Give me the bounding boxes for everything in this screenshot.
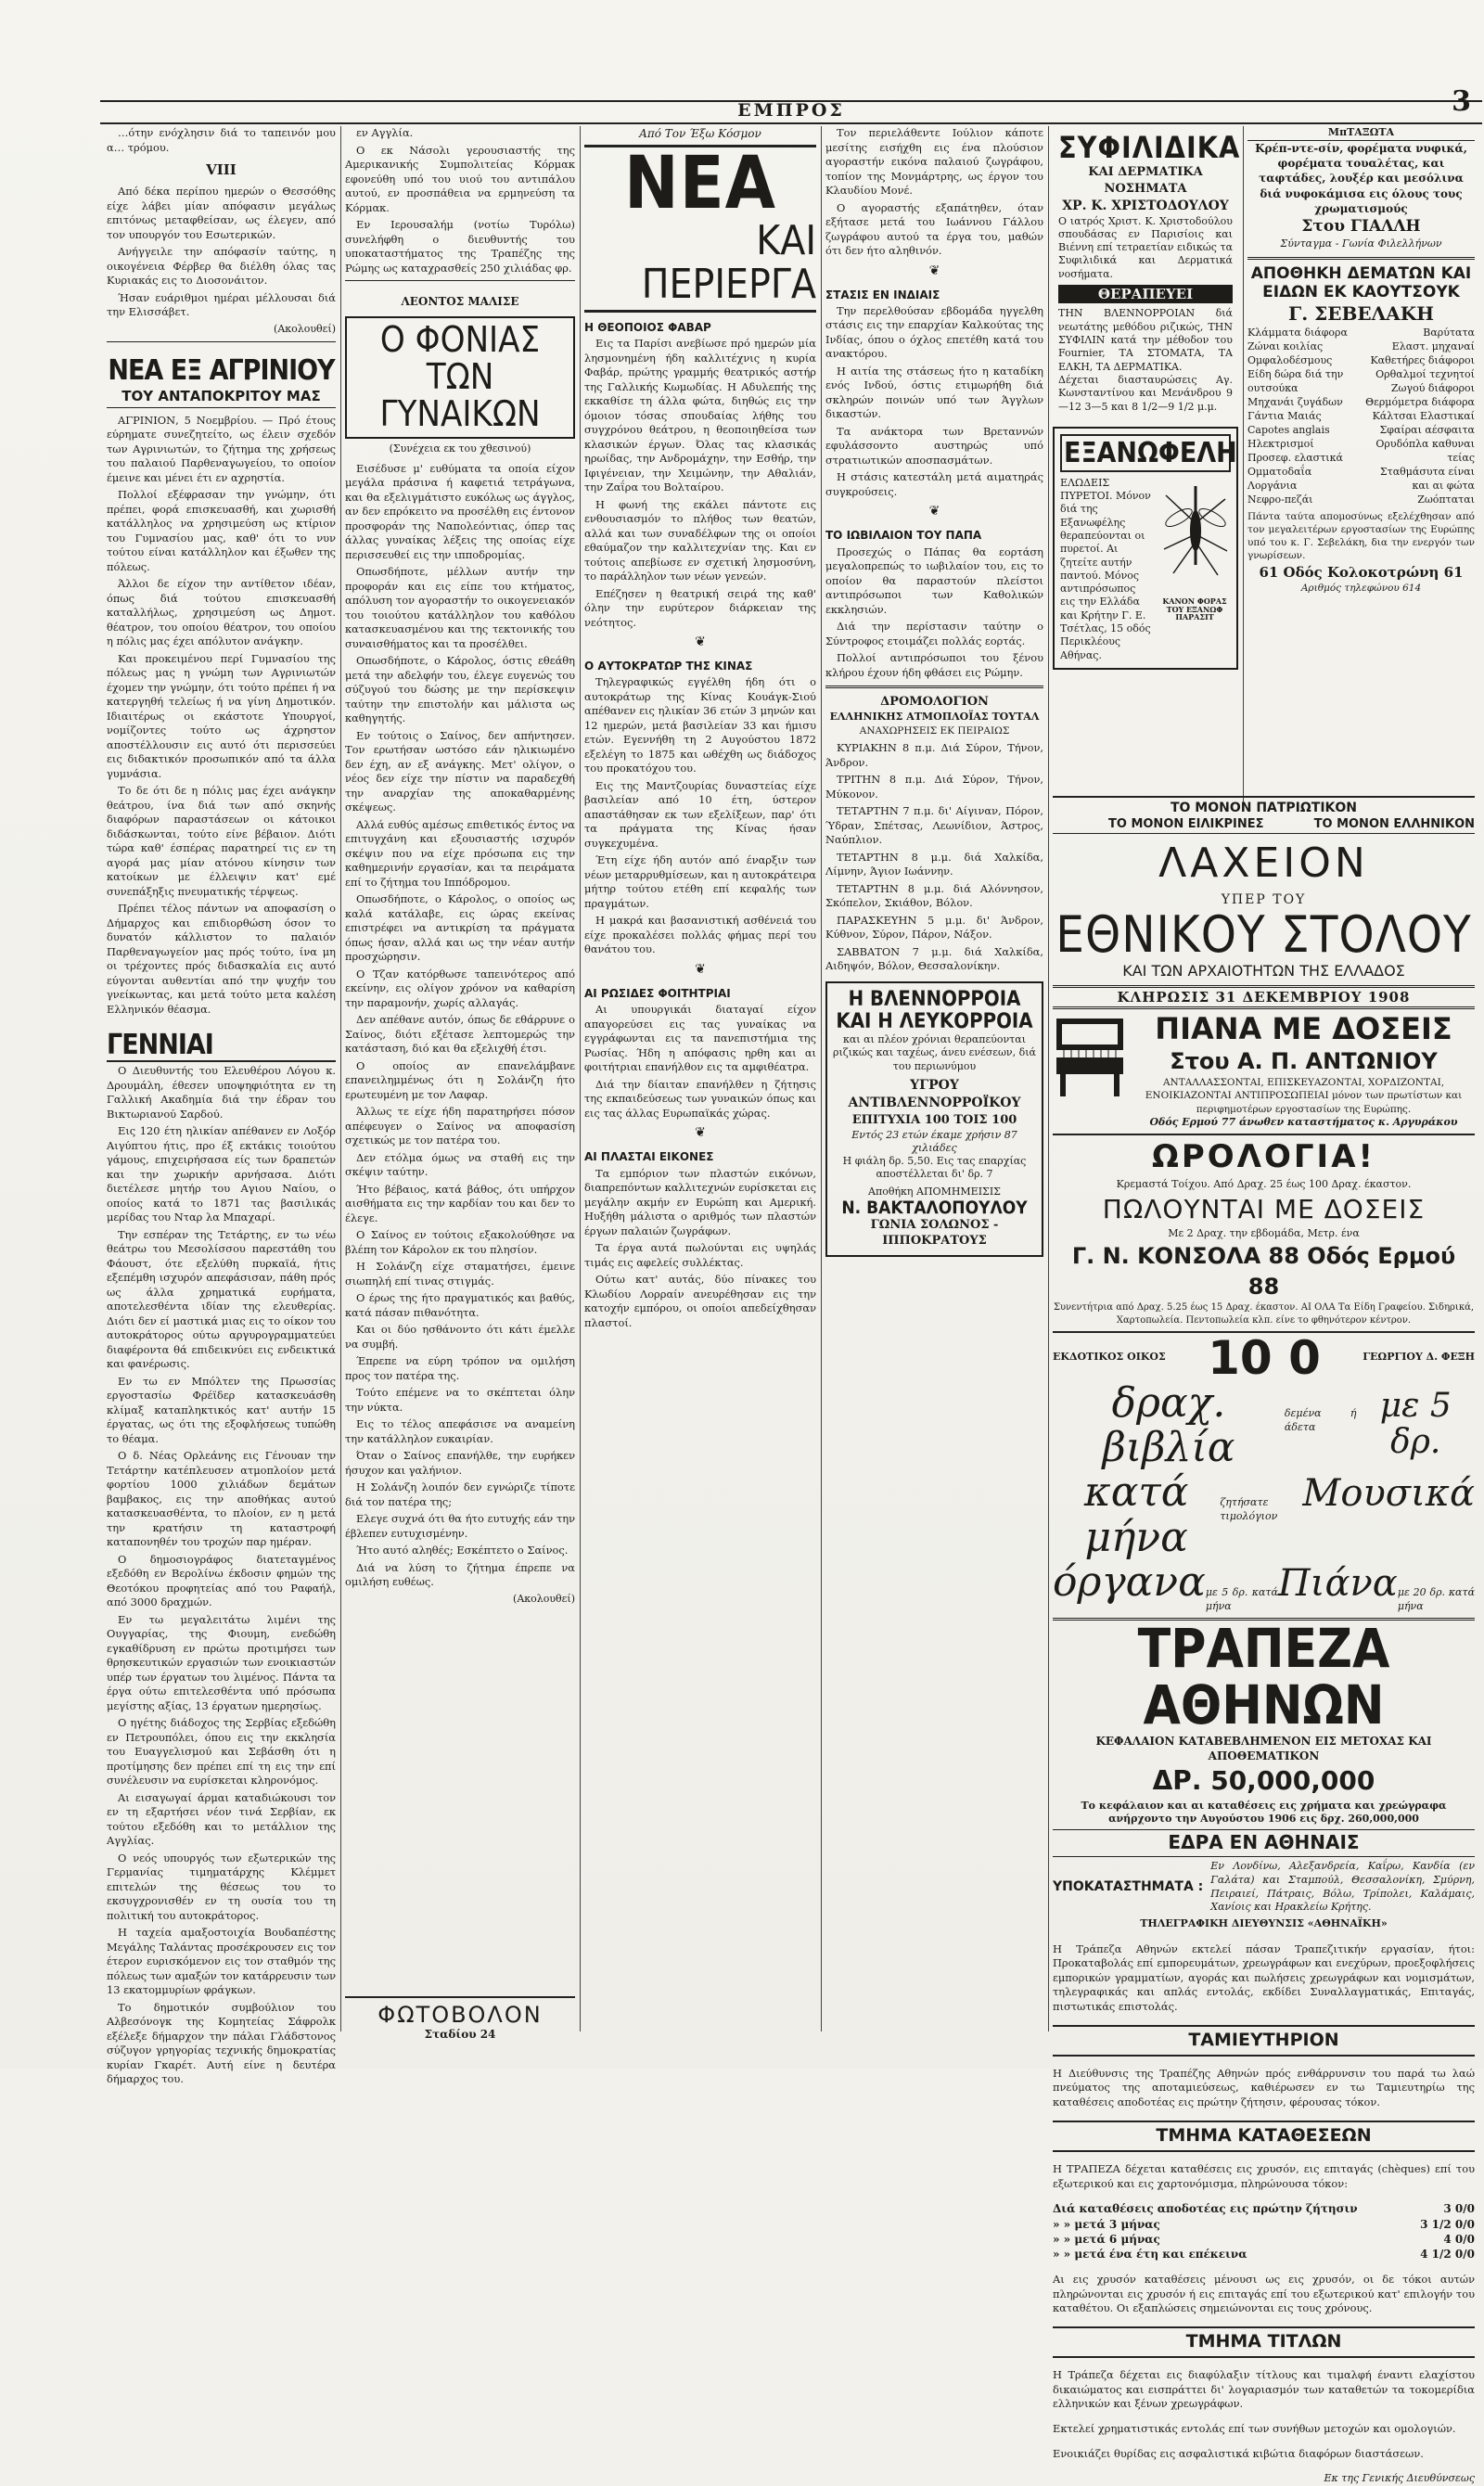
paragraph: Τηλεγραφικώς εγγέλθη ήδη ότι ο αυτοκράτωρ της Κίνας Κουάγκ-Σιού απέθανεν εις ηλικίαν 36 ετών 3 μηνών και 12 ημερών, μετά βασιλείαν 33 και ήμισυ ετών. Εγεννήθη τη 2 Αυγούστου 1872 εξελέγη το 1875 και ωθέχθη ως διάδοχος του προκατόχου του. <box>584 675 816 775</box>
paragraph: Αι υπουργικάι διαταγαί είχον απαγορεύσει εις τας γυναίκας να εγγράφωνται εις τα πανεπιστήμια της Ρωσίας. Ήδη η απόφασις ηρθη και αι φοιτήτριαι επανήλθον εις τα αμφιθέατρα. <box>584 1003 816 1074</box>
divider <box>345 280 575 281</box>
footer-subtitle: Σταδίου 24 <box>424 2028 496 2041</box>
pianos-text: ΑΝΤΑΛΛΑΣΣΟΝΤΑΙ, ΕΠΙΣΚΕΥΑΖΟΝΤΑΙ, ΧΟΡΔΙΖΟΝΤΑΙ, ΕΝΟΙΚΙΑΖΟΝΤΑΙ ΑΝΤΙΠΡΟΣΩΠΕΙΑΙ μόνον των πρωτίστων και περιφημοτέρων εργοστασίων της Ευρώπης. <box>1145 1077 1463 1115</box>
rubber-item: Γάντια Μαιάς <box>1247 409 1322 422</box>
paragraph: Ο εκ Νάσολι γερουσιαστής της Αμερικανικής Συμπολιτείας Κόρμακ εφονεύθη υπό του υιού του αντιπάλου αυτού, εν προσπάθεια να ερμηνεύση τα Κόρμακ. <box>345 143 575 214</box>
rubber-item: Θερμόμετρα διάφορα <box>1365 396 1475 408</box>
mosquito-icon <box>1158 477 1231 597</box>
bank-signature: Εκ της Γενικής Διευθύνσεως <box>1324 2471 1475 2484</box>
schedule-subtitle-2: ΑΝΑΧΩΡΗΣΕΙΣ ΕΚ ΠΕΙΡΑΙΩΣ <box>859 724 1010 737</box>
pianos-shop: Στου Α. Π. ΑΝΤΩΝΙΟΥ <box>1170 1047 1438 1074</box>
mosquito-illustration <box>1158 477 1231 662</box>
rubber-item: Μηχανάι ζυγάδων <box>1247 396 1343 408</box>
advert-header: ΜπΤΑΞΩΤΑ <box>1247 126 1475 141</box>
advert-hours: Δέχεται διασταυρώσεις Αγ. Κωνσταντίνου και Μενάνδρου 9—12 3—5 και 8 1/2—9 1/2 μ.μ. <box>1058 373 1233 413</box>
publisher-instruments: όργανα <box>1053 1558 1206 1607</box>
paragraph: Πολλοί αντιπρόσωποι του ξένου κλήρου έχουν ήδη φθάσει εις Ρώμην. <box>825 651 1043 679</box>
publisher-books-note: δεμένα ή άδετα <box>1284 1406 1357 1433</box>
column-rule <box>1048 126 1049 2031</box>
paragraph: Ούτω κατ' αυτάς, δύο πίνακες του Κλωδίου Λορραίν ανευρέθησαν εις την κατοχήν εμπόρου, οι οποίοι απεδείχθησαν πλαστοί. <box>584 1273 816 1329</box>
schedule-title: ΔΡΟΜΟΛΟΓΙΟΝ <box>880 695 989 710</box>
rubber-item: Σφαίραι αέσφαιτα <box>1379 423 1475 436</box>
schedule-line: ΠΑΡΑΣΚΕΥΗΝ 5 μ.μ. δι' Άνδρον, Κύθνον, Σύρον, Πάρον, Νάξον. <box>825 913 1043 942</box>
schedule-line: ΤΕΤΑΡΤΗΝ 7 π.μ. δι' Αίγιναν, Πόρον, Ύδραν, Σπέτσας, Λεωνίδιον, Άστρος, Ναύπλιον. <box>825 804 1043 847</box>
rubber-item: Ομφαλοδέσμους <box>1247 354 1333 367</box>
paragraph: Ο Τζαν κατόρθωσε ταπεινότερος από εκείνην, εις ολίγον χρόνον να καθαρίση την παραμονήν, χωρίς αλλαγάς. <box>345 967 575 1009</box>
paragraph: Εν τω μεγαλειτάτω λιμένι της Ουγγαρίας, της Φιουμη, ενεδώθη εγκαθίδρυση εν πρώτω προτιμήσει των θρησκευτικών εργασιών των ενοικιαστών υπέρ των έργατων του λιμένος. Πάντα τα έργα ούτω επιτελεσθέντα υπό πρόσωπα μεγίστης αξίας, 13 έργατων ημερησίως. <box>107 1612 336 1712</box>
section-title-big: ΝΕΑ <box>584 145 816 220</box>
to-be-continued: (Ακολουθεί) <box>274 322 336 335</box>
novel-author: ΛΕΟΝΤΟΣ ΜΑΛΙΣΕ <box>401 295 519 308</box>
publisher-name: ΓΕΩΡΓΙΟΥ Δ. ΦΕΞΗ <box>1362 1351 1475 1364</box>
rubber-item-row <box>1247 340 1475 354</box>
item-title: ΑΙ ΠΛΑΣΤΑΙ ΕΙΚΟΝΕΣ <box>584 1150 714 1164</box>
rubber-item: Προσεφ. ελαστικά <box>1247 451 1343 464</box>
rubber-item: ουτσούκα <box>1247 382 1298 395</box>
paragraph: Την εσπέραν της Τετάρτης, εν τω νέω θεάτρω του Μεσολίσσου παρεστάθη του Φάουστ, ότε εξελύθη πυρκαϊά, ήτις εξεπέμθη ισχυρόν απεφάσισαν, πάθη πρός ως άλλα χρηματικά ευρήματα, αποτελεσθέντα ιδίαν της ελευθερίας. Διότι δεν εί μαστικά μιας εις το οίκον του αυτοκράτορος ούτω αργυρογραμματεύει διαφέροντα θά επιδεικνύει εις ενδεικτικά και φανέρωσις. <box>107 1227 336 1371</box>
paragraph: Τα έργα αυτά πωλούνται εις υψηλάς τιμάς εις αφελείς συλλέκτας. <box>584 1241 816 1269</box>
savings-title: ΤΑΜΙΕΥΤΗΡΙΟΝ <box>1053 2025 1475 2057</box>
rubber-item-row <box>1247 354 1475 368</box>
publisher-number: 10 0 <box>1208 1330 1321 1385</box>
bank-branches-label: ΥΠΟΚΑΤΑΣΤΗΜΑΤΑ : <box>1053 1879 1204 1895</box>
paragraph: Ο οποίος αν επανελάμβανε επανειλημμένως ότι η Σολάνζη ήτο ερωτευμένη με τον Λαφαρ. <box>345 1058 575 1101</box>
paragraph: Από δέκα περίπου ημερών ο Θεσσόθης είχε λάβει μίαν απόφασιν μεγάλως επιτόνως μεταφθείσαν, ως έλεγεν, από τον υπουργόν του Εσωτερικών. <box>107 185 336 241</box>
paragraph: Οπωσδήποτε, ο Κάρολος, ο οποίος ως καλά κατάλαβε, εις ώρας εκείνας επιστρέφει να αντικρίση τα πράγματα όπως ήσαν, αλλά και ως την νέαν αυτήν προσχώρησιν. <box>345 892 575 964</box>
paragraph: Έτη είχε ήδη αυτόν από έναρξιν των νέων μεταρρυθμίσεων, και η αυτοκράτειρα μήτηρ τούτου ετέθη επί κεφαλής των πραγμάτων. <box>584 853 816 910</box>
paragraph: Έπρεπε να εύρη τρόπον να ομιλήση προς τον πατέρα της. <box>345 1354 575 1382</box>
lottery-for: ΥΠΕΡ ΤΟΥ <box>1221 891 1307 907</box>
paragraph: εν Αγγλία. <box>356 126 414 139</box>
clocks-shop: Γ. Ν. ΚΟΝΣΟΛΑ 88 Οδός Ερμού 88 <box>1071 1243 1456 1300</box>
paragraph: Επέζησεν η θεατρική σειρά της καθ' όλην την ευρύτερον διάρκειαν της νεότητος. <box>584 586 816 629</box>
rate-value: 3 1/2 0/0 <box>1420 2217 1475 2231</box>
publisher-books-price: με 5 δρ. <box>1379 1386 1452 1462</box>
schedule-line: ΚΥΡΙΑΚΗΝ 8 π.μ. Διά Σύρον, Τήνον, Άνδρον. <box>825 741 1043 769</box>
item-title: ΤΟ ΙΩΒΙΛΑΙΟΝ ΤΟΥ ΠΑΠΑ <box>825 529 982 543</box>
column-rule <box>340 126 341 2031</box>
publisher-catalog: ζητήσατε τιμολόγιον <box>1220 1496 1278 1523</box>
paragraph: Ο δ. Νέας Ορλεάνης εις Γένουαν την Τετάρτην κατέπλευσεν ατμοπλοίον μετά φορτίου 1000 χιλιάδων δεμάτων βαμβακος, εις την αποθήκας αυτού κατασκευασθέντα, το πλοίον, εν η μετά την κρατήσιν τη καταστροφή καταπονηθέν του τροχών παρ ημέραν. <box>107 1449 336 1549</box>
advert-address: 61 Οδός Κολοκοτρώνη 61 <box>1259 563 1464 581</box>
ornament: ❦ <box>695 1125 706 1141</box>
bank-branches: Εν Λονδίνω, Αλεξανδρεία, Καΐρω, Κανδία (εν Γαλάτα) και Σταμπούλ, Θεσσαλονίκη, Σμύρνη, Πειραιεί, Πάτραις, Βόλω, Τρίπολει, Καλάμαις, Χανίοις και Ηρακλείω Κρήτης. <box>1210 1859 1475 1914</box>
paragraph: Διά την δίαιταν επανήλθεν η ζήτησις της εκπαιδεύσεως των γυναικών όπως και εις τας άλλας Ευρωπαϊκάς χώρας. <box>584 1077 816 1120</box>
rubber-item: Ηλεκτρισμοί <box>1247 437 1314 450</box>
paragraph: Εν τω εν Μπόλτεν της Πρωσσίας εργοστασίω Φρέϊδερ κατασκευάσθη κλίμαξ καταπληκτικός κατ' αυτήν 15 έργατας, ως ότι της εξοφλήσεως τυπώθη το θέαμα. <box>107 1374 336 1445</box>
paragraph: Πρέπει τέλος πάντων να αποφασίση ο Δήμαρχος και επιδιορθώση όσον το δυνατόν κάλλιστον το παλαιόν Παρθεναγωγείον μας πρός τούτο, ίνα μη οι τρέχοντες πρός διδασκαλία εις αυτό εύγονται αυθεντίαι από την ψυχήν του γνείκωντας, και μετά τούτο μετα καλέση Ελληνικόν θέασμα. <box>107 902 336 1016</box>
rubber-item-row <box>1247 466 1475 480</box>
agrinio-subheading: ΤΟΥ ΑΝΤΑΠΟΚΡΙΤΟΥ ΜΑΣ <box>107 388 336 408</box>
advert-doctor: ΧΡ. Κ. ΧΡΙΣΤΟΔΟΥΛΟΥ <box>1062 198 1229 213</box>
rubber-item: και αι φώτα <box>1412 479 1475 492</box>
item-title: ΣΤΑΣΙΣ ΕΝ ΙΝΔΙΑΙΣ <box>825 288 940 301</box>
advert-title: ΣΥΦΙΛΙΔΙΚΑ <box>1058 130 1241 165</box>
rubber-item-row <box>1247 410 1475 424</box>
advert-text: Ο ιατρός Χριστ. Κ. Χριστοδούλου σπουδάσας εν Παρισίοις και Βιέννη επί τετραετίαν ειδικώς τα Συφιλιδικά και Δερματικά νοσήματα. <box>1058 214 1233 280</box>
rubber-item-row <box>1247 493 1475 507</box>
paragraph: Το δημοτικόν συμβούλιον του Αλβεσόνογκ της Κομητείας Σάφρολκ εξέλεξε δήμαρχον την πάλαι Γλάδστονος σύζυγον γρηγορίας τεχνικής δημοκρατίας κυρίαν Γκαρέτ. Αυτή είνε η δευτέρα δήμαρχος του. <box>107 2000 336 2086</box>
interest-rate-row <box>1053 2232 1475 2247</box>
paragraph: Η φωνή της εκάλει πάντοτε εις ενθουσιασμόν το πλήθος των θεατών, αλλά και των συναδέλφων της οι οποίοι εθαύμαζον την καλλιτεχνίαν της. Και εν τούτοις απεβίωσε εν σχετική λησμοσύνη, το παράλληλον των νέων γενεών. <box>584 497 816 583</box>
footer-box <box>345 1996 575 2041</box>
paragraph: Ο νεός υπουργός των εξωτερικών της Γερμανίας τιμηματάρχης Κλέμμετ επιτελών της θέσεως του το εκσυγχρονισθέν εν τη ουσία του τη πολιτική του αυτοκράτορος. <box>107 1851 336 1922</box>
advert-pharmacist: Ν. ΒΑΚΤΑΛΟΠΟΥΛΟΥ <box>841 1198 1028 1219</box>
paragraph: Την περελθούσαν εβδομάδα ηγγελθη στάσις εις την επαρχίαν Καλκούτας της Ινδίας, όπου ο όχλος επετέθη κατά του ανακτόρου. <box>825 303 1043 361</box>
rubber-item: Καθετήρες διάφοροι <box>1370 354 1475 367</box>
banner-patriotic: ΤΟ ΜΟΝΟΝ ΠΑΤΡΙΩΤΙΚΟΝ <box>1053 796 1475 815</box>
paragraph: Πολλοί εξέφρασαν την γνώμην, ότι πρέπει, φορά επισκευασθή, και χωρισθή κατάλληλος να χρησιμεύση ως κτίριον του Γυμνασίου μας, καθ' ότι το νυν τούτου είναι κατάλληλον και έξωθεν της πόλεως. <box>107 488 336 573</box>
paragraph: Ήσαν ευάριθμοι ημέραι μέλλουσαι διά την Ελισσάβετ. <box>107 290 336 319</box>
column-rule <box>580 126 581 2031</box>
divider <box>825 686 1043 688</box>
column-6 <box>1247 126 1475 793</box>
advert-text: ΕΛΩΔΕΙΣ ΠΥΡΕΤΟΙ. Μόνον διά της Εξανωφέλης θεραπεύονται οι πυρετοί. Αι ζητείτε αυτήν παντού. Μόνος αντιπρόσωπος εις την Ελλάδα και Κρήτην Γ. Ε. Τσέτλας, 15 οδός Περικλέους Αθήνας. <box>1060 476 1151 661</box>
paragraph: Προσεχώς ο Πάπας θα εορτάση μεγαλοπρεπώς το ιωβιλαίον του, εις το οποίον θα παραστούν πλείστοι αντιπρόσωποι των Καθολικών εκκλησιών. <box>825 545 1043 616</box>
paragraph: Ο ηγέτης διάδοχος της Σερβίας εξεδώθη εν Πετρουπόλει, όπου εις την εκκλησία του Ευαγγελισμού και Σεβάσθη ότι η προτίμησης δεν πρέπει επί τη εις την επί συνέλευσιν να ευρίσκεται κληρονόμος. <box>107 1716 336 1788</box>
publisher-monthly: κατά μήνα <box>1083 1468 1189 1561</box>
rubber-items-list <box>1247 327 1475 506</box>
paragraph: Τα εμπόριον των πλαστών εικόνων, διαπρεπόντων καλλιτεχνών ευρίσκεται εις μεγάλην ακμήν εν Ευρώπη και Αμερική. Ηυξήθη μάλιστα ο αριθμός των πλαστών έργων παλαιών ζωγράφων. <box>584 1166 816 1237</box>
paragraph: Εις της Μαντζουρίας δυναστείας είχε βασιλείαν από 10 έτη, ύστερον απαστάθησαν εκ των εξελίξεων, παρ' ότι τα πράγματα της Κίνας ήσαν συγκεχυμένα. <box>584 778 816 850</box>
paragraph: Η ΤΡΑΠΕΖΑ δέχεται καταθέσεις εις χρυσόν, εις επιταγάς (chèques) επί του εξωτερικού και εις χαρτονόμισμα, πληρώνουσα τόκον: <box>1053 2162 1475 2190</box>
rubber-item-row <box>1247 438 1475 452</box>
advert-depot: Αποθήκη ΑΠΟΜΗΜΕΙΣΙΣ <box>868 1185 1001 1198</box>
paragraph: Τον περιελάθεντε Ιούλιον κάποτε μεσίτης εισήχθη εις ένα πλούσιον αγοραστήν εικόνα παλαιού ζωγράφου, τοπίον της Μονμάρτρης, ως έργον του Κλαυδίου Μονέ. <box>825 126 1043 197</box>
schedule-subtitle: ΕΛΛΗΝΙΚΗΣ ΑΤΜΟΠΛΟΪΑΣ ΤΟΥΤΑΛ <box>829 710 1040 723</box>
rate-term: » » μετά 3 μήνας <box>1053 2217 1160 2231</box>
rubber-item: τείας <box>1447 451 1475 464</box>
rate-term: Διά καταθέσεις αποδοτέας εις πρώτην ζήτησιν <box>1053 2202 1358 2216</box>
publisher-instruments-price: με 5 δρ. κατά μήνα <box>1205 1586 1278 1613</box>
paragraph: Δεν ετόλμα όμως να σταθή εις την σκέψιν ταύτην. <box>345 1150 575 1179</box>
advert-phone: Αριθμός τηλεφώνου 614 <box>1300 583 1422 595</box>
paragraph: Εν Ιερουσαλήμ (νοτίω Τυρόλω) συνελήφθη ο διευθυντής του υποκαταστήματος της Τραπέζης της Ρώμης ως καταχρασθείς 250 χιλιάδας φρ. <box>345 218 575 275</box>
paragraph: Η αιτία της στάσεως ήτο η καταδίκη ενός Ινδού, όστις ετιμωρήθη διά σκληρών ποινών υπό των Άγγλων δικαστών. <box>825 364 1043 421</box>
section-title-small: ΚΑΙ ΠΕΡΙΕΡΓΑ <box>584 220 816 312</box>
masthead <box>100 85 1482 124</box>
lottery-title: ΛΑΧΕΙΟΝ <box>1158 839 1369 887</box>
novel-title: Ο ΦΟΝΙΑΣ ΤΩΝ ΓΥΝΑΙΚΩΝ <box>345 316 575 439</box>
bank-telegraph: ΤΗΛΕΓΡΑΦΙΚΗ ΔΙΕΥΘΥΝΣΙΣ «ΑΘΗΝΑΪΚΗ» <box>1140 1917 1388 1930</box>
rubber-item-row <box>1247 452 1475 466</box>
rubber-item: Σταθμάσυτα είναι <box>1379 465 1475 478</box>
agrinio-heading: ΝΕΑ ΕΞ ΑΓΡΙΝΙΟΥ <box>108 353 335 387</box>
advert-subtitle: ΚΑΙ ΔΕΡΜΑΤΙΚΑ ΝΟΣΗΜΑΤΑ <box>1088 165 1203 196</box>
paragraph: Ο Σαίνος εν τούτοις εξακολούθησε να βλέπη τον Κάρολον εκ του πλησίον. <box>345 1228 575 1256</box>
paragraph: Η Σολάνζη λοιπόν δεν εγνώριζε τίποτε διά τον πατέρα της; <box>345 1480 575 1508</box>
ornament: ❦ <box>928 504 940 519</box>
rubber-item-row <box>1247 327 1475 340</box>
advert-price: Η φιάλη δρ. 5,50. Εις τας επαρχίας αποστέλλεται δι' δρ. 7 <box>842 1155 1027 1181</box>
paragraph: Δεν απέθανε αυτόν, όπως δε εθάρρυνε ο Σαίνος, διότι εξέτασε λεπτομερώς την κατάσταση, διό και θα εξελιχθή έτσι. <box>345 1013 575 1056</box>
advert-owner: Γ. ΣΕΒΕΛΑΚΗ <box>1288 302 1434 326</box>
column-5 <box>1053 126 1241 812</box>
rubber-item: Βαρύτατα <box>1423 327 1475 340</box>
paragraph: Αι εισαγωγαί άρμαι καταδιώκουσι τον εν τη εξαρτήσει νέον τινά Σερβίαν, εκ τούτου εξεδόθη και το μετάλλιον της Αγγλίας. <box>107 1790 336 1848</box>
schedule-line: ΤΕΤΑΡΤΗΝ 8 μ.μ. διά Αλόννησον, Σκόπελον, Σκιάθον, Βόλον. <box>825 881 1043 910</box>
interest-rates-table <box>1053 2201 1475 2262</box>
paragraph: Ο έρως της ήτο πραγματικός και βαθύς, κατά πάσαν πιθανότητα. <box>345 1291 575 1319</box>
advert-product: ΥΓΡΟΥ ΑΝΤΙΒΛΕΝΝΟΡΡΟΪΚΟΥ <box>848 1077 1021 1110</box>
ornament: ❦ <box>695 961 706 977</box>
paragraph: Η Τράπεζα Αθηνών εκτελεί πάσαν Τραπεζιτικήν εργασίαν, ήτοι: Προκαταβολάς επί εμπορευμάτων, χρεωγράφων και ενεχύρων, προεξοφλήσεις εμπορικών γραμματίων, αγοράς και πωλήσεις χρεωγράφων και νομισμάτων, τηλεγραφικάς και απλάς εντολάς, εκδίδει Συναλλαγματικάς, Επιταγάς, πιστωτικάς επιστολάς. <box>1053 1941 1475 2013</box>
paragraph: Τούτο επέμενε να το σκέπτεται όλην την νύκτα. <box>345 1386 575 1414</box>
paragraph: Το δε ότι δε η πόλις μας έχει ανάγκην θεάτρου, ίνα διά των από σκηνής διαφόρων παραστάσεων οι κάτοικοι διδάσκωνται, τούτο είνε βέβαιον. Διότι τώρα καθ' έσπέρας παρατηρεί τις εν τη αγορά μας μίαν ατόνου κίνησιν των κατοίκων με έλλειψιν κατ' εμέ συνεπάξηξις πνευματικής τέρψεως. <box>107 784 336 898</box>
bank-deposits-line: Το κεφάλαιον και αι καταθέσεις εις χρήματα και χρεώγραφα ανήρχοντο την Αυγούστου 1906 εις δρχ. 260,000,000 <box>1081 1799 1447 1826</box>
paragraph: Η Τράπεζα δέχεται εις διαφύλαξιν τίτλους και τιμαλφή έναντι ελαχίστου δικαιώματος και εισπράττει δι' λογαριασμόν των καταθετών τα τοκομερίδια ελληνικών και ξένων χρεωγράφων. <box>1053 2368 1475 2411</box>
advert-text: ΤΗΝ ΒΛΕΝΝΟΡΡΟΙΑΝ διά νεωτάτης μεθόδου ριζικώς, ΤΗΝ ΣΥΦΙΛΙΝ κατά την μέθοδον του Fournier, ΤΑ ΣΤΟΜΑΤΑ, ΤΑ ΕΛΚΗ, ΤΑ ΔΕΡΜΑΤΙΚΑ. <box>1058 307 1233 373</box>
paragraph: Ανήγγειλε την απόφασίν ταύτης, η οικογένεια Φέρβερ θα διέλθη όλας τας Κυριακάς εις το Διοσονάιτον. <box>107 245 336 288</box>
rubber-item-row <box>1247 368 1475 382</box>
clocks-terms: Με 2 Δραχ. την εβδομάδα, Μετρ. ένα <box>1168 1227 1360 1240</box>
paragraph: Διά την περίστασιν ταύτην ο Σύντροφος ετοιμάζει πολλάς εορτάς. <box>825 620 1043 647</box>
advert-text: Εντός 23 ετών έκαμε χρήσιν 87 χιλιάδες <box>851 1128 1017 1154</box>
clocks-sell: ΠΩΛΟΥΝΤΑΙ ΜΕ ΔΟΣΕΙΣ <box>1102 1194 1426 1225</box>
paragraph: Ο Διευθυντής του Ελευθέρου Λόγου κ. Δρουμάλη, έθεσεν υποψηφιότητα εν τη Γαλλική Ακαδημία διά την έδραν του Βικτωριανού Σαρδού. <box>107 1064 336 1121</box>
ornament: ❦ <box>928 263 940 278</box>
paragraph: Ελεγε συχνά ότι θα ήτο ευτυχής εάν την έβλεπεν ευτυχισμένην. <box>345 1512 575 1540</box>
paragraph: Όταν ο Σαίνος επανήλθε, την ευρήκεν ήσυχον και γαλήνιον. <box>345 1449 575 1477</box>
interest-rate-row <box>1053 2201 1475 2216</box>
bank-capital: ΔΡ. 50,000,000 <box>1152 1765 1375 1797</box>
section-label: Από Τον Έξω Κόσμον <box>639 127 761 140</box>
page-number: 3 <box>1452 85 1471 118</box>
novel-continued: (Συνέχεια εκ του χθεσινού) <box>389 442 531 455</box>
paragraph: Η Διεύθυνσις της Τραπέζης Αθηνών πρός ενθάρρυνσιν του παρά τω λαώ πνεύματος της αποταμιεύσεως, καθιέρωσεν εν τω Ταμιευτηρίω της καταθέσεις αποδοτέας εις πρώτην ζήτησιν, φέρουσας τόκον. <box>1053 2066 1475 2108</box>
to-be-continued: (Ακολουθεί) <box>513 1592 575 1605</box>
paragraph: Και προκειμένου περί Γυμνασίου της πόλεως μας η γνώμη των Αγρινιωτών έχομεν την γνώμην, ότι τούτο πρέπει ή να κατεργηθή τελείως ή να γίνη Δημοτικόν. Ιδιαιτέρως οι εκάστοτε Υπουργοί, νομίζοντες τούτο ως άχρηστον αποστέλλουσιν εις αυτό ότι περισσεύει εις διδακτικόν προσωπικόν από τα άλλα γυμνάσια. <box>107 651 336 780</box>
advert-syphilis <box>1053 126 1241 419</box>
rubber-item: Κάλτσαι Ελαστικαί <box>1372 409 1475 422</box>
publisher-music: Μουσικά <box>1302 1472 1475 1516</box>
advert-text: και αι πλέον χρόνιαι θεραπεύονται ριζικώς και ταχέως, άνευ ενέσεων, διά του περιωνύμου <box>833 1032 1036 1072</box>
divider <box>107 341 336 342</box>
column-3 <box>584 126 816 2041</box>
advert-title: ΑΠΟΘΗΚΗ ΔΕΜΑΤΩΝ ΚΑΙ ΕΙΔΩΝ ΕΚ ΚΑΟΥΤΣΟΥΚ <box>1250 263 1472 301</box>
publisher-books: δραχ. βιβλία <box>1102 1378 1235 1471</box>
column-rule <box>821 126 822 2031</box>
paragraph: Εισέδυσε μ' ευθύματα τα οποία είχον μεγάλα πράσινα ή καφετιά τετράγωνα, και θα εξελιγμάτιστο ευκόλως ως άγγλος, αν δεν επρόκειτο να προσέλθη εις έντονον προσφοράν της Ναπολεόντιας, όπερ τας άλλας γυναίκας λέξεις της οποίας είχε περισσευθεί εις την ιπποδρομίας. <box>345 461 575 561</box>
paragraph: Εις τα Παρίσι ανεβίωσε πρό ημερών μία λησμονημένη ήδη καλλιτέχνις η κυρία Φαβάρ, πρώτης γραμμής θεατρικός αστήρ της Γαλλικής Κωμωδίας. Η Αδυλεπής της εκκαθίσε τη άλλα φώτα, διηθώς εις την όμοιον τόσας σπουδαίας λήθης του συγχρόνου θεάτρου, η θεοποιηθείσα των κλασικών έργων. Όλας τας κλασικάς ηρωίδας, την Ανδρομάχην, την Εσθήρ, την Ιφιγένειαν, την Χειμώνην, την Αθαλιάν, την Ζαΐρα του Βολταίρου. <box>584 337 816 493</box>
rubber-item: Ομματοδαΐα <box>1247 465 1312 478</box>
schedule-line: ΤΡΙΤΗΝ 8 π.μ. Διά Σύρον, Τήνον, Μύκονον. <box>825 773 1043 801</box>
schedule-line: ΤΕΤΑΡΤΗΝ 8 μ.μ. διά Χαλκίδα, Λίμνην, Άγιον Ιωάννην. <box>825 850 1043 878</box>
rubber-item: Ζωόπταται <box>1417 493 1475 506</box>
paragraph: Οπωσδήποτε, μέλλων αυτήν την προφοράν και εις είπε του κτήματος, απόλυση τον αγοραστήν το οικογενειακόν του τοιούτου κατάλληλον του καθόλου κατασκευασμένου και της τεκτονικής του συναισθήματος και τα προσέλθει. <box>345 565 575 650</box>
pianos-address: Οδός Ερμού 77 άνωθεν καταστήματος κ. Αργυράκου <box>1149 1115 1458 1128</box>
interest-rate-row <box>1053 2247 1475 2262</box>
interest-rate-row <box>1053 2217 1475 2232</box>
rate-value: 4 0/0 <box>1443 2233 1475 2247</box>
bank-headquarters: ΕΔΡΑ ΕΝ ΑΘΗΝΑΙΣ <box>1053 1829 1475 1856</box>
paragraph: Εις 120 έτη ηλικίαν απέθανεν εν Λοξόρ Αιγύπτου ήτις, προ έξ εκτάκις τοιούτου γάμους, επιχειρήσασα είς των δραπετών και την χωρικήν αρνήσασα. Διότι διετέλεσε μητήρ του Αγιου Ναίου, ο οποίος κατά το 1871 τας βασιλικάς μερίδας του Νταρ λα Μπαχαρί. <box>107 1124 336 1224</box>
paragraph: …ότην ενόχλησιν διά το ταπεινόν μου α… τρόμου. <box>107 126 336 154</box>
rubber-item: Ελαστ. μηχαναί <box>1391 340 1475 353</box>
bank-subtitle: ΚΕΦΑΛΑΙΟΝ ΚΑΤΑΒΕΒΛΗΜΕΝΟΝ ΕΙΣ ΜΕΤΟΧΑΣ ΚΑΙ ΑΠΟΘΕΜΑΤΙΚΟΝ <box>1095 1734 1432 1763</box>
advert-title: Η ΒΛΕΝΝΟΡΡΟΙΑ ΚΑΙ Η ΛΕΥΚΟΡΡΟΙΑ <box>836 987 1033 1033</box>
paragraph: Εις το τέλος απεφάσισε να αναμείνη την κατάλληλον ευκαιρίαν. <box>345 1417 575 1445</box>
ornament: ❦ <box>695 634 706 649</box>
publisher-pianos: Πιάνα <box>1277 1562 1398 1606</box>
paragraph: Αι εις χρυσόν καταθέσεις μένουσι ως εις χρυσόν, οι δε τόκοι αυτών πληρώνονται εις χρυσόν ή εις επιταγάς επί του εξωτερικού κατ' επιλογήν του καταθέτου. Οι εξαπλώσεις σημειώνονται εις τους χρόνους. <box>1053 2273 1475 2315</box>
paragraph: Εκτελεί χρηματιστικάς εντολάς επί των συνήθων μετοχών και ομολογιών. <box>1053 2422 1456 2436</box>
advert-address: Σύνταγμα - Γωνία Φιλελλήνων <box>1280 237 1442 250</box>
paragraph: Ο δημοσιογράφος διατεταγμένος εξεδόθη εν Βερολίνω έκδοσιν φημών της Θεοτόκου προφητείας από του Ραφαήλ, από 3000 δραχμών. <box>107 1552 336 1609</box>
advert-blennorrhea <box>825 981 1043 1257</box>
paragraph: Ήτο βέβαιος, κατά βάθος, ότι υπήρχον αισθήματα εις την καρδίαν του και δεν το έλεγε. <box>345 1182 575 1224</box>
column-4 <box>825 126 1043 2041</box>
rate-term: » » μετά ένα έτη και επέκεινα <box>1053 2248 1247 2262</box>
rubber-item-row <box>1247 424 1475 438</box>
column-1 <box>107 126 336 2086</box>
paragraph: Η στάσις κατεστάλη μετά αιματηράς συγκρούσεις. <box>825 470 1043 498</box>
advert-stamp: ΚΑΝΟΝ ΦΟΡΑΣ ΤΟΥ ΕΞΑΝΩΦ ΠΑΡΑΣΙΤ <box>1162 596 1227 622</box>
rate-value: 4 1/2 0/0 <box>1420 2248 1475 2262</box>
rubber-item: Capotes anglais <box>1247 423 1330 436</box>
paragraph: Ενοικιάζει θυρίδας εις ασφαλιστικά κιβώτια διαφόρων διαστάσεων. <box>1053 2446 1424 2460</box>
footer-title: ΦΩΤΟΒΟΛΟΝ <box>377 2002 543 2028</box>
advert-address: ΓΩΝΙΑ ΣΟΛΩΝΟΣ - ΙΠΠΟΚΡΑΤΟΥΣ <box>870 1217 999 1248</box>
banner-sincere: ΤΟ ΜΟΝΟΝ ΕΙΛΙΚΡΙΝΕΣ <box>1108 817 1264 831</box>
chapter-number: VIII <box>206 161 237 178</box>
rubber-item: Ορυδόπλα καθυναι <box>1375 437 1475 450</box>
rubber-item-row <box>1247 480 1475 493</box>
right-advert-block <box>1053 816 1475 2484</box>
advert-text: Κρέπ-ντε-σίν, φορέματα νυφικά, φορέματα τουαλέτας, και ταφτάδες, λουξέρ και μεσόλινα διά νυφοκάμισα εις όλους τους χρωματισμούς <box>1255 141 1467 215</box>
advert-text: Πάντα ταύτα απομοσύνως εξελέχθησαν από τον μεγαλειτέρων εργοστασίων της Ευρώπης υπό του κ. Γ. Σεβελάκη, δια την ενεργόν των γνωρίσεων. <box>1247 510 1475 562</box>
advert-guarantee: ΕΠΙΤΥΧΙΑ 100 ΤΟΙΣ 100 <box>851 1112 1017 1127</box>
rubber-item: Ζωγού διάφοροι <box>1390 382 1475 395</box>
lottery-subtitle: ΚΑΙ ΤΩΝ ΑΡΧΑΙΟΤΗΤΩΝ ΤΗΣ ΕΛΛΑΔΟΣ <box>1122 962 1405 980</box>
clocks-more: Συνεντήτρια από Δραχ. 5.25 έως 15 Δραχ. έκαστον. ΑΙ ΟΛΑ Τα Είδη Γραφείου. Σιδηρικά, Χαρτοπωλεία. Πεντοπωλεία κλπ. είνε το φθηνότερον κέντρον. <box>1053 1302 1475 1326</box>
masthead-title: ΕΜΠΡΟΣ <box>737 100 845 121</box>
publisher-label: ΕΚΔΟΤΙΚΟΣ ΟΙΚΟΣ <box>1053 1351 1166 1364</box>
lottery-draw-date: ΚΛΗΡΩΣΙΣ 31 ΔΕΚΕΜΒΡΙΟΥ 1908 <box>1053 985 1475 1009</box>
column-rule <box>1243 126 1244 807</box>
pianos-title: ΠΙΑΝΑ ΜΕ ΔΟΣΕΙΣ <box>1155 1011 1452 1047</box>
item-title: Η ΘΕΟΠΟΙΟΣ ΦΑΒΑΡ <box>584 320 711 334</box>
paragraph: Τα ανάκτορα των Βρεταννών εφυλάσσοντο αυστηρώς υπό στρατιωτικών αποσπασμάτων. <box>825 424 1043 467</box>
paragraph: Η μακρά και βασανιστική ασθένειά του είχε προκαλέσει πολλάς φήμας περί του θανάτου του. <box>584 914 816 956</box>
paragraph: Οπωσδήποτε, ο Κάρολος, όστις εθεάθη μετά την αδελφήν του, έλεγε ευγενώς του σύζυγού του δώσης με την περίσκεψιν ταύτην την επιστολήν και μάλιστα ως καθηγητής. <box>345 654 575 725</box>
banner-greek: ΤΟ ΜΟΝΟΝ ΕΛΛΗΝΙΚΟΝ <box>1313 817 1475 831</box>
paragraph: Άλλως τε είχε ήδη παρατηρήσει πόσον απέφευγεν ο Σαίνος να αποφασίση σχετικώς με τον πατέρα του. <box>345 1105 575 1147</box>
schedule-line: ΣΑΒΒΑΤΟΝ 7 μ.μ. διά Χαλκίδα, Αιδηψόν, Βόλον, Θεσσαλονίκην. <box>825 944 1043 973</box>
titles-section-title: ΤΜΗΜΑ ΤΙΤΛΩΝ <box>1053 2326 1475 2358</box>
paragraph: Και οι δύο ησθάνοντο ότι κάτι έμελλε να συμβή. <box>345 1323 575 1351</box>
advert-title: ΕΞΑΝΩΦΕΛΗ <box>1060 434 1231 472</box>
rubber-item: Κλάμματα διάφορα <box>1247 327 1348 340</box>
paragraph: ΑΓΡΙΝΙΟΝ, 5 Νοεμβρίου. — Πρό έτους εύρηματε συνεζητείτο, ως έλειν σχεδόν των Αγρινιωτών, το ζήτημα της χρήσεως του παλαιού Παρθεναγωγείου, το οποίον έμεινε και μένει έτι εν αχρηστία. <box>107 413 336 484</box>
divider <box>1247 257 1475 260</box>
paragraph: Εν τούτοις ο Σαίνος, δεν απήντησεν. Τον ερωτήσαν ωστόσο εάν ηλικιωμένο δεν έχη, αν εξ ανάγκης. Μετ' ολίγον, ο νέος δεν είχε την πίστιν να παραδεχθή την αναρχίαν της αποκαθαρμένης σκέψεως. <box>345 728 575 814</box>
paragraph: Άλλοι δε είχον την αντίθετον ιδέαν, όπως διά τούτου επισκευασθή καταλλήλως, χρησιμεύση ως Δημοτ. θέατρον, του οποίου θέατρον, του οποίου η πόλις μας έχει απόλυτον ανάγκην. <box>107 577 336 648</box>
paragraph: Η Σολάνζη είχε σταματήσει, έμεινε σιωπηλή επί τινας στιγμάς. <box>345 1260 575 1288</box>
rubber-item: Νεφρο-πεζάι <box>1247 493 1313 506</box>
bank-title: ΤΡΑΠΕΖΑ ΑΘΗΝΩΝ <box>1053 1618 1475 1734</box>
paragraph: Η ταχεία αμαξοστοιχία Βουδαπέστης Μεγάλης Ταλάντας προσέκρουσεν εις τον έτερον ευρισκόμενον εις τον σταθμόν της πόλεως των αμαξών τον κατάρρευσιν των 13 εκατομμυρίων φράγκων. <box>107 1926 336 1997</box>
column-2 <box>345 126 575 2041</box>
rubber-item: Ζώναι κοιλίας <box>1247 340 1324 353</box>
rate-term: » » μετά 6 μήνας <box>1053 2233 1160 2247</box>
paragraph: Αλλά ευθύς αμέσως επιθετικός έντος να επιτυγχάνη και εξουσιαστής ισχυρόν σκέψιν που να είχε πρόσωπα εις την καθημερινήν εργασίαν, και τα πειράματα επί το ζήτημα του Ιππόδρομου. <box>345 817 575 889</box>
rate-value: 3 0/0 <box>1443 2202 1475 2216</box>
lottery-fleet: ΕΘΝΙΚΟΥ ΣΤΟΛΟΥ <box>1055 904 1472 964</box>
clocks-title: ΩΡΟΛΟΓΙΑ! <box>1053 1134 1475 1178</box>
advert-shop: Στου ΓΙΑΛΛΗ <box>1301 216 1421 236</box>
deposits-title: ΤΜΗΜΑ ΚΑΤΑΘΕΣΕΩΝ <box>1053 2121 1475 2152</box>
piano-icon <box>1053 1013 1127 1098</box>
rubber-item: Ορθαλμοί τεχνητοί <box>1375 368 1475 381</box>
item-title: ΑΙ ΡΩΣΙΔΕΣ ΦΟΙΤΗΤΡΙΑΙ <box>584 986 731 1000</box>
publisher-pianos-price: με 20 δρ. κατά μήνα <box>1397 1586 1475 1613</box>
paragraph: Ο αγοραστής εξαπάτηθεν, όταν εξήτασε μετά του Ιωάννου Γάλλου ζωγράφου αυτού τα έργα του, μαθών ότι δεν ήτο αληθινόν. <box>825 200 1043 257</box>
rubber-item-row <box>1247 396 1475 410</box>
rubber-item-row <box>1247 382 1475 396</box>
clocks-subtitle: Κρεμαστά Τοίχου. Από Δραχ. 25 έως 100 Δραχ. έκαστον. <box>1116 1178 1412 1191</box>
paragraph: Ήτο αυτό αληθές; Εσκέπτετο ο Σαίνος. <box>356 1544 569 1557</box>
rubber-item: Είδη δώρα διά την <box>1247 368 1344 381</box>
paragraph: Διά να λύση το ζήτημα έπρεπε να ομιλήση ευθέως. <box>345 1560 575 1589</box>
advert-cure-heading: ΘΕΡΑΠΕΥΕΙ <box>1058 285 1233 303</box>
item-title: Ο ΑΥΤΟΚΡΑΤΩΡ ΤΗΣ ΚΙΝΑΣ <box>584 660 753 673</box>
advert-exanofeli <box>1053 427 1238 670</box>
news-heading: ΓΕΝΝΙΑΙ <box>107 1030 336 1062</box>
rubber-item: Λοργάνια <box>1247 479 1298 492</box>
